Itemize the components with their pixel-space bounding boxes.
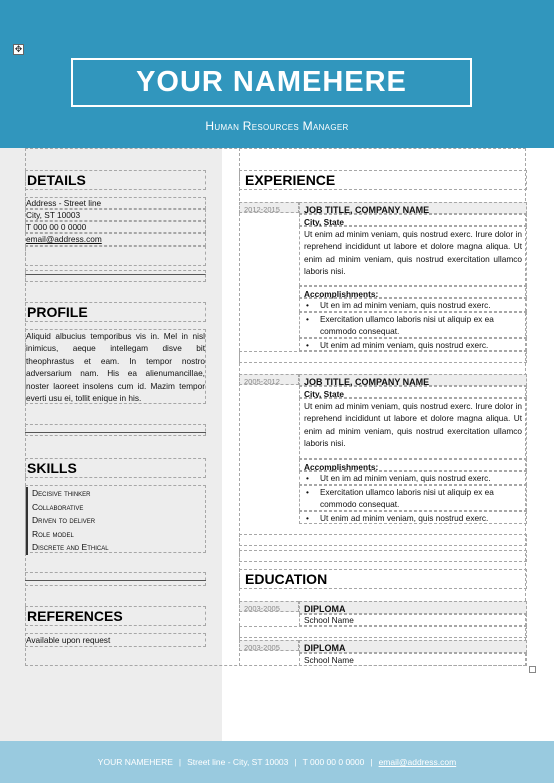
accomplishments-label-cell <box>299 459 527 471</box>
edu-years-cell <box>239 640 299 651</box>
edu-school: School Name <box>299 653 527 666</box>
details-phone: T 000 00 0 0000 <box>25 221 206 233</box>
footer-email-link[interactable]: email@address.com <box>378 757 457 767</box>
skills-heading: SKILLS <box>27 460 77 476</box>
skill-item: Collaborative <box>32 501 84 512</box>
edu-years: 2003-2005 <box>244 604 280 613</box>
job-years-cell <box>239 202 299 213</box>
skills-cell <box>25 485 206 553</box>
divider-cell <box>25 424 206 436</box>
accomplishments-label: Accomplishments: <box>304 289 379 299</box>
divider <box>25 432 206 433</box>
table-resize-handle[interactable] <box>529 666 536 673</box>
header-banner <box>0 0 554 148</box>
profile-heading-cell <box>25 302 206 322</box>
footer-phone: T 000 00 0 0000 <box>302 757 365 767</box>
job-years: 2012-2015 <box>244 205 280 214</box>
job-years: 2005-2012 <box>244 377 280 386</box>
job-location: City, State <box>304 217 344 227</box>
skill-item: Role model <box>32 528 74 539</box>
edu-degree: DIPLOMA <box>304 604 346 614</box>
skills-list <box>26 487 205 555</box>
resume-name: YOUR NAMEHERE <box>136 66 407 98</box>
accomplishments-label: Accomplishments: <box>304 462 379 472</box>
details-address: Address - Street line <box>25 197 206 209</box>
footer-address: Street line - City, ST 10003 <box>187 757 289 767</box>
references-text: Available upon request <box>25 633 206 647</box>
bullet-cell <box>299 511 527 524</box>
accomplishment-item: • Ut enim ad minim veniam, quis nostrud exerc. <box>304 512 526 524</box>
bullet-cell <box>299 312 527 338</box>
job-location: City, State <box>304 389 344 399</box>
skill-item: Discrete and Ethical <box>32 542 109 553</box>
skill-item: Driven to deliver <box>32 515 96 526</box>
footer-separator: | <box>294 757 297 767</box>
edu-degree-cell <box>299 640 527 653</box>
spacer-cell <box>239 351 527 363</box>
edu-years: 2003-2005 <box>244 643 280 652</box>
footer-separator: | <box>370 757 373 767</box>
name-box <box>71 58 472 107</box>
job-title-cell <box>299 374 527 386</box>
details-email-cell <box>25 233 206 246</box>
bullet-cell <box>299 485 527 511</box>
job-description: Ut enim ad minim veniam, quis nostrud exerc. Irure dolor in reprehend incididunt ut labore et dolore magna aliqua. Ut enim ad minim veniam, quis nostrud exercitation ullamco laboris nisi. <box>299 226 527 286</box>
bullet-cell <box>299 471 527 485</box>
edu-degree-cell <box>299 601 527 614</box>
spacer-cell <box>239 626 527 638</box>
education-heading: EDUCATION <box>245 571 328 587</box>
move-handle-icon[interactable]: ✥ <box>14 44 23 54</box>
experience-heading: EXPERIENCE <box>245 172 336 188</box>
education-heading-cell <box>239 569 527 589</box>
job-location-cell <box>299 386 527 398</box>
accomplishment-item: • Exercitation ullamco laboris nisi ut aliquip ex ea commodo consequat. <box>304 313 526 338</box>
experience-heading-cell <box>239 170 527 190</box>
divider <box>25 580 206 581</box>
profile-text: Aliquid albucius temporibus vis in. Mel in nisl inimicus, aeque intellegam disve bit theophrastus et eam. In tempor nostro adversarium nam. His ea alienumancillae, noster laoreet insolens cum id. Mazim tempor everti usu ei, tollit enique in his. <box>26 331 205 404</box>
accomplishment-item: • Ut en im ad minim veniam, quis nostrud exerc. <box>304 472 526 484</box>
accomplishment-item: • Ut en im ad minim veniam, quis nostrud exerc. <box>304 299 526 311</box>
spacer-cell <box>239 550 527 562</box>
details-heading-cell <box>25 170 206 190</box>
divider-cell <box>25 270 206 282</box>
footer <box>0 741 554 783</box>
accomplishment-item: • Exercitation ullamco laboris nisi ut aliquip ex ea commodo consequat. <box>304 486 526 511</box>
details-city: City, ST 10003 <box>25 209 206 221</box>
job-title-subheading: Human Resources Manager <box>205 119 349 133</box>
bullet-cell <box>299 298 527 312</box>
details-email-link[interactable]: email@address.com <box>26 234 102 244</box>
bullet-cell <box>299 338 527 351</box>
references-heading-cell <box>25 606 206 626</box>
job-title: JOB TITLE, COMPANY NAME <box>304 205 430 215</box>
references-heading: REFERENCES <box>27 608 123 624</box>
footer-name: YOUR NAMEHERE <box>97 757 173 767</box>
job-title-cell <box>299 202 527 214</box>
skills-heading-cell <box>25 458 206 478</box>
edu-school: School Name <box>299 614 527 626</box>
edu-degree: DIPLOMA <box>304 643 346 653</box>
spacer-cell <box>25 246 206 266</box>
spacer-cell <box>239 534 527 546</box>
job-location-cell <box>299 214 527 226</box>
skill-item: Decisive thinker <box>32 488 91 498</box>
job-title: JOB TITLE, COMPANY NAME <box>304 377 430 387</box>
job-description: Ut enim ad minim veniam, quis nostrud exerc. Irure dolor in reprehend incididunt ut labore et dolore magna aliqua. Ut enim ad minim veniam, quis nostrud exercitation ullamco laboris nisi. <box>299 398 527 459</box>
footer-separator: | <box>178 757 182 767</box>
edu-years-cell <box>239 601 299 612</box>
profile-heading: PROFILE <box>27 304 88 320</box>
job-years-cell <box>239 374 299 385</box>
details-heading: DETAILS <box>27 172 86 188</box>
accomplishment-item: • Ut enim ad minim veniam, quis nostrud exerc. <box>304 339 526 351</box>
accomplishments-label-cell <box>299 286 527 298</box>
divider-cell <box>25 572 206 586</box>
